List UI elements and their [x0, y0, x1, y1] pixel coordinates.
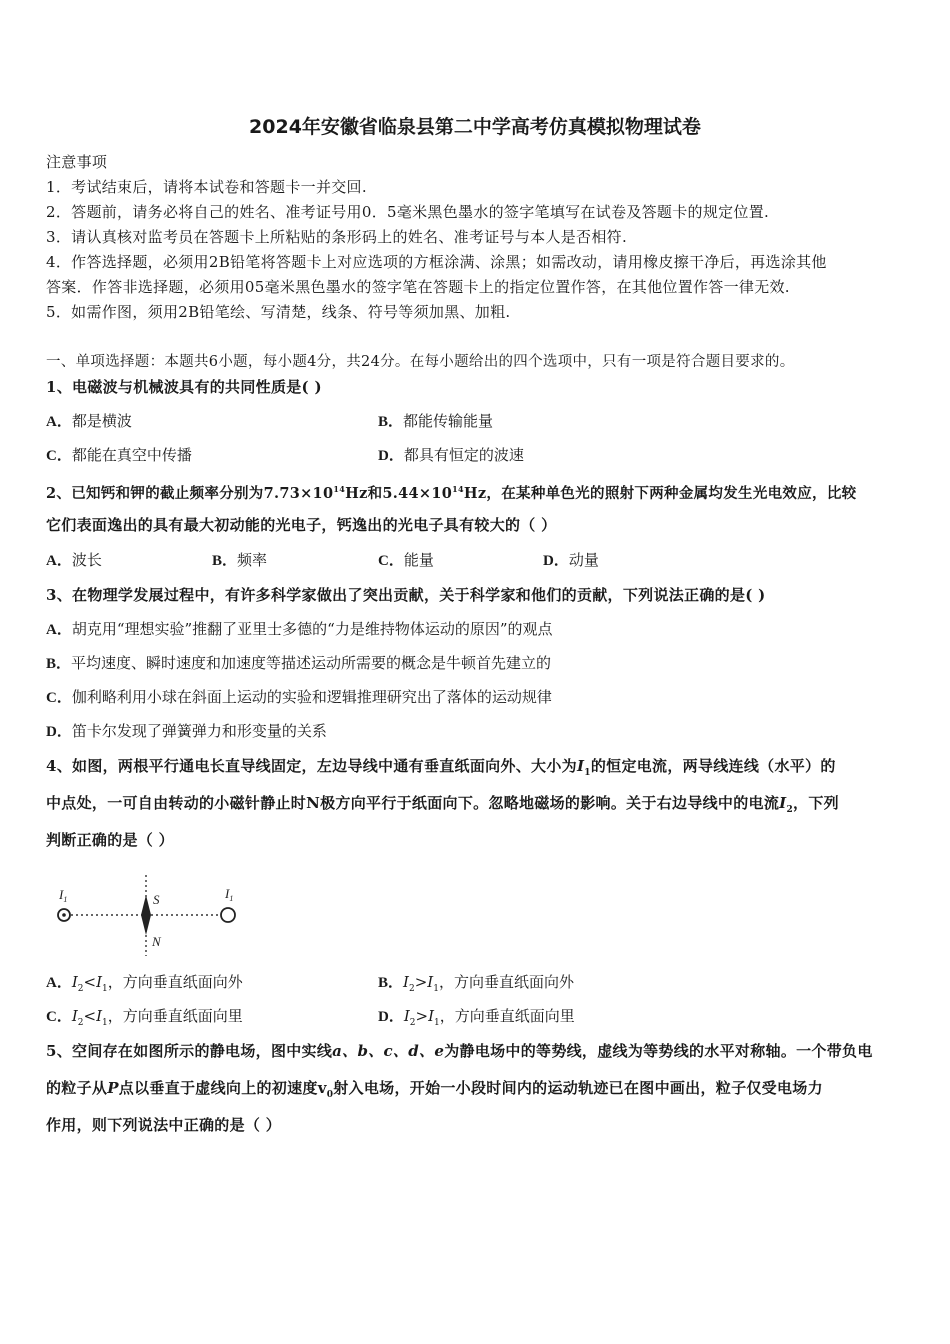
q1-option-c[interactable]: C．都能在真空中传播	[46, 446, 192, 464]
notice-item-4-cont: 答案．作答非选择题，必须用05毫米黑色墨水的签字笔在答题卡上的指定位置作答，在其他位置作答一律无效.	[46, 278, 790, 296]
q3-option-a[interactable]: A．胡克用“理想实验”推翻了亚里士多德的“力是维持物体运动的原因”的观点	[46, 620, 553, 638]
q5-stem-line3: 作用，则下列说法中正确的是（ ）	[46, 1116, 282, 1134]
q2-stem-line2: 它们表面逸出的具有最大初动能的光电子，钙逸出的光电子具有较大的（ ）	[46, 516, 557, 534]
compass-needle	[141, 895, 151, 935]
q2-option-b[interactable]: B．频率	[212, 551, 268, 569]
q4-stem-line2: 中点处，一可自由转动的小磁针静止时N极方向平行于纸面向下。忽略地磁场的影响。关于右边导线中的电流$I_2$，下列	[46, 794, 839, 815]
q5-stem-line2: 的粒子从P点以垂直于虚线向上的初速度$v_0$射入电场，开始一小段时间内的运动轨迹已在图中画出，粒子仅受电场力	[46, 1079, 823, 1100]
section-heading: 一、单项选择题：本题共6小题，每小题4分，共24分。在每小题给出的四个选项中，只有一项是符合题目要求的。	[46, 354, 795, 370]
left-wire	[58, 909, 70, 921]
q4-figure	[48, 870, 248, 960]
needle-s-label: S	[153, 892, 160, 907]
notice-item-4: 4．作答选择题，必须用2B铅笔将答题卡上对应选项的方框涂满、涂黑；如需改动，请用橡皮擦干净后，再选涂其他	[46, 253, 827, 271]
q4-option-a[interactable]: A．$I_2<I_1$，方向垂直纸面向外	[46, 973, 243, 994]
right-wire	[221, 908, 235, 922]
needle-n-label: N	[152, 934, 161, 949]
q2-stem-line1: 2、已知钙和钾的截止频率分别为$7.73\times 10^{14}Hz$和$5.44\times 10^{14}Hz$，在某种单色光的照射下两种金属均发生光电效应，比较	[46, 484, 857, 502]
q5-stem-line1: 5、空间存在如图所示的静电场，图中实线a、b、c、d、e为静电场中的等势线，虚线为等势线的水平对称轴。一个带负电	[46, 1042, 873, 1060]
q3-stem: 3、在物理学发展过程中，有许多科学家做出了突出贡献，关于科学家和他们的贡献，下列说法正确的是( )	[46, 586, 766, 604]
notice-item-3: 3．请认真核对监考员在答题卡上所粘贴的条形码上的姓名、准考证号与本人是否相符.	[46, 228, 628, 246]
q2-option-c[interactable]: C．能量	[378, 551, 434, 569]
q3-option-b[interactable]: B．平均速度、瞬时速度和加速度等描述运动所需要的概念是牛顿首先建立的	[46, 654, 552, 672]
q1-option-a[interactable]: A．都是横波	[46, 412, 132, 430]
q1-stem: 1、电磁波与机械波具有的共同性质是( )	[46, 378, 322, 396]
notice-item-1: 1．考试结束后，请将本试卷和答题卡一并交回.	[46, 178, 367, 196]
q3-option-d[interactable]: D．笛卡尔发现了弹簧弹力和形变量的关系	[46, 722, 327, 740]
q1-option-b[interactable]: B．都能传输能量	[378, 412, 494, 430]
q4-option-b[interactable]: B．$I_2>I_1$，方向垂直纸面向外	[378, 973, 574, 994]
notice-item-5: 5．如需作图，须用2B铅笔绘、写清楚，线条、符号等须加黑、加粗.	[46, 303, 511, 321]
q1-option-d[interactable]: D．都具有恒定的波速	[378, 446, 524, 464]
q4-option-c[interactable]: C．$I_2<I_1$，方向垂直纸面向里	[46, 1007, 243, 1028]
q4-stem-line3: 判断正确的是（ ）	[46, 831, 174, 849]
q2-option-d[interactable]: D．动量	[543, 551, 599, 569]
q4-stem-line1: 4、如图，两根平行通电长直导线固定，左边导线中通有垂直纸面向外、大小为$I_1$的恒定电流，两导线连线（水平）的	[46, 757, 836, 778]
notice-heading: 注意事项	[46, 153, 108, 171]
right-wire-label: $I_1$	[225, 886, 234, 903]
page-title: 2024年安徽省临泉县第二中学高考仿真模拟物理试卷	[249, 116, 701, 138]
left-wire-label: $I_1$	[59, 887, 68, 904]
q4-option-d[interactable]: D．$I_2>I_1$，方向垂直纸面向里	[378, 1007, 575, 1028]
notice-item-2: 2．答题前，请务必将自己的姓名、准考证号用0．5毫米黑色墨水的签字笔填写在试卷及答题卡的规定位置.	[46, 203, 770, 221]
q3-option-c[interactable]: C．伽利略利用小球在斜面上运动的实验和逻辑推理研究出了落体的运动规律	[46, 688, 552, 706]
q2-option-a[interactable]: A．波长	[46, 551, 102, 569]
